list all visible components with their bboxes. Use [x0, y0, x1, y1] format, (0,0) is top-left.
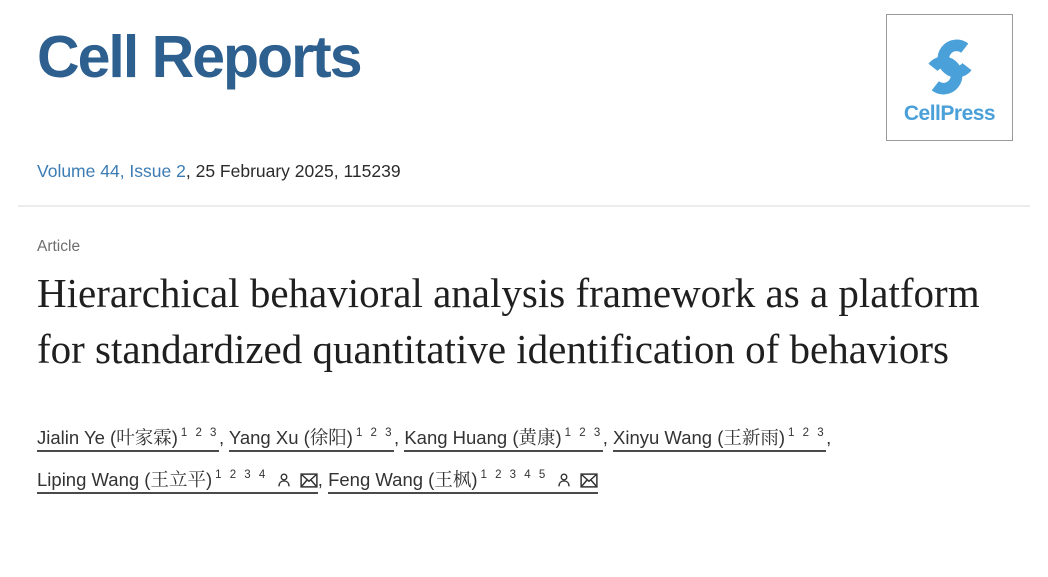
envelope-icon [580, 473, 598, 488]
cellpress-logo-box [886, 14, 1013, 141]
author-affiliation-superscript: 1 2 3 [788, 426, 827, 439]
person-icon [276, 472, 292, 488]
issue-line [37, 160, 1048, 182]
author-link[interactable] [613, 427, 826, 452]
author-affiliation-superscript: 1 2 3 [180, 426, 219, 439]
author-name: Kang Huang (黄康) [404, 427, 562, 448]
author-affiliation-superscript: 1 2 3 [564, 426, 603, 439]
author-name: Liping Wang (王立平) [37, 469, 213, 490]
article-type-label: Article [37, 238, 81, 255]
author-name: Feng Wang (王枫) [328, 469, 478, 490]
page-header [0, 0, 1048, 125]
author-affiliation-superscript: 1 2 3 4 [215, 468, 268, 481]
author-separator: , [826, 427, 832, 448]
author-affiliation-superscript: 1 2 3 4 5 [480, 468, 548, 481]
author-name: Xinyu Wang (王新雨) [613, 427, 786, 448]
author-separator: , [218, 427, 229, 448]
volume-issue-link[interactable]: Volume 44, Issue 2 [37, 161, 186, 181]
author-link[interactable] [229, 427, 394, 452]
cellpress-swirl-icon [917, 34, 983, 100]
author-separator: , [602, 427, 613, 448]
header-divider [18, 205, 1030, 207]
envelope-icon [300, 473, 318, 488]
author-name: Jialin Ye (叶家霖) [37, 427, 178, 448]
author-separator: , [317, 469, 329, 490]
author-separator: , [394, 427, 405, 448]
article-title: Hierarchical behavioral analysis framework as a platform for standardized quantitative identification of behaviors [37, 270, 980, 372]
author-name: Yang Xu (徐阳) [228, 427, 353, 448]
cellpress-logo-text: CellPress [903, 101, 996, 125]
author-affiliation-superscript: 1 2 3 [355, 426, 395, 439]
person-icon [556, 472, 572, 488]
author-link[interactable] [328, 469, 598, 494]
author-link[interactable] [37, 427, 219, 452]
author-link[interactable] [404, 427, 602, 452]
journal-logo: Cell Reports [37, 24, 361, 90]
issue-date-text: , 25 February 2025, 115239 [185, 161, 401, 181]
author-list [37, 417, 997, 501]
author-link[interactable] [37, 469, 318, 494]
